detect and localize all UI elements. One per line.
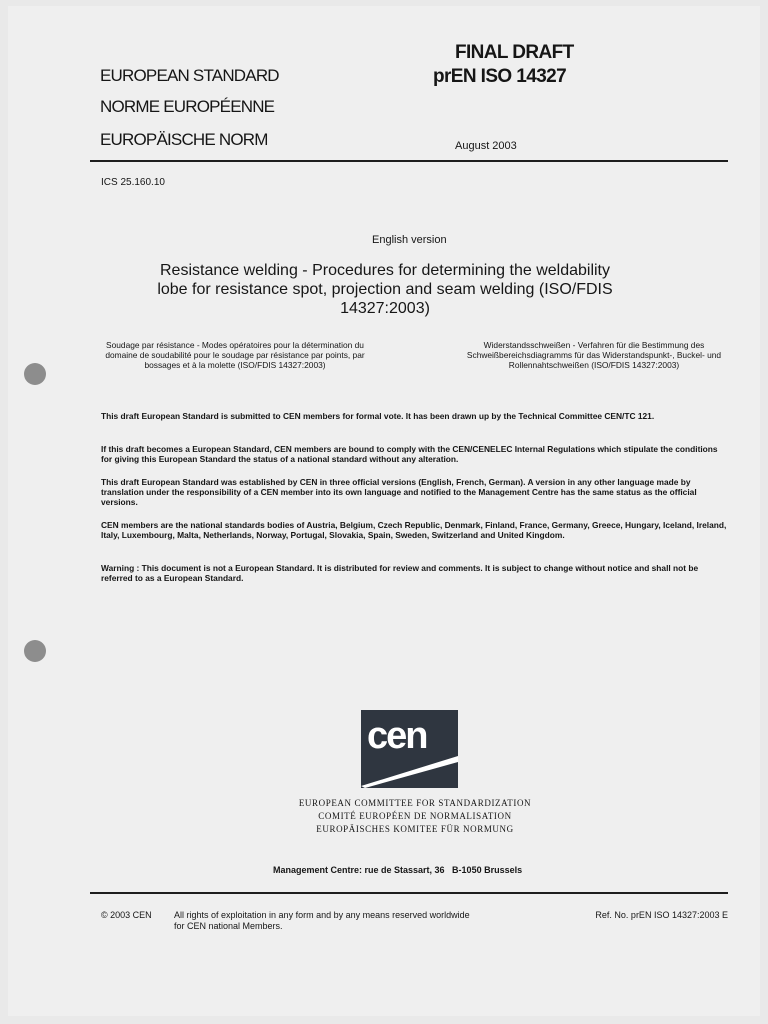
organization-de: EUROPÄISCHES KOMITEE FÜR NORMUNG [316,824,514,834]
document-date: August 2003 [455,140,517,152]
rights-statement: All rights of exploitation in any form and by any means reserved worldwide for CEN national Members. [174,910,470,931]
cen-logo-text: cen [367,715,427,757]
punch-hole-bottom [24,640,46,662]
version-label: English version [372,234,447,246]
paragraph-members: CEN members are the national standards bodies of Austria, Belgium, Czech Republic, Denmark, Finland, France, Germany, Greece, Hungary, Iceland, Ireland, Italy, Luxembourg, Malta, Netherlands, Norway, Portugal, Slovakia, Spain, Sweden, Switzerland and United Kingdom. [101,520,727,540]
document-title: Resistance welding - Procedures for determining the weldability lobe for resistance spot, projection and seam welding (ISO/FDIS 14327:2003) [157,262,613,317]
copyright: © 2003 CEN [101,910,152,920]
organization-en: EUROPEAN COMMITTEE FOR STANDARDIZATION [298,798,532,808]
standard-name-de: EUROPÄISCHE NORM [100,130,268,149]
draft-status: FINAL DRAFT [455,42,574,63]
document-reference: prEN ISO 14327 [433,66,567,87]
paragraph-versions: This draft European Standard was established by CEN in three official versions (English, French, German). A version in any other language made by translation under the responsibility of a CEN member into its own language and notified to the Management Centre has the same status as the official versions. [101,477,697,507]
footer-rule [90,892,728,894]
ics-code: ICS 25.160.10 [101,177,165,188]
standard-name-en: EUROPEAN STANDARD [100,66,279,85]
paragraph-vote: This draft European Standard is submitted to CEN members for formal vote. It has been drawn up by the Technical Committee CEN/TC 121. [101,411,655,421]
title-german: Widerstandsschweißen - Verfahren für die Bestimmung des Schweißbereichsdiagramms für das Widerstandspunkt-, Buckel- und Rollennahtschweißen (ISO/FDIS 14327:2003) [466,340,722,370]
cen-logo [361,710,458,788]
punch-hole-top [24,363,46,385]
cen-logo-swoosh-icon [361,710,458,788]
reference-number: Ref. No. prEN ISO 14327:2003 E [595,910,728,920]
paragraph-warning: Warning : This document is not a European Standard. It is distributed for review and comments. It is subject to change without notice and shall not be referred to as a European Standard. [101,563,699,583]
paragraph-regulations: If this draft becomes a European Standard, CEN members are bound to comply with the CEN/CENELEC Internal Regulations which stipulate the conditions for giving this European Standard the status of a national standard without any alteration. [101,444,718,464]
title-french: Soudage par résistance - Modes opératoires pour la détermination du domaine de soudabilité pour le soudage par résistance par points, par bossages et à la molette (ISO/FDIS 14327:2003) [105,340,365,370]
organization-fr: COMITÉ EUROPÉEN DE NORMALISATION [318,811,512,821]
header-rule [90,160,728,162]
standard-name-fr: NORME EUROPÉENNE [100,97,275,116]
management-centre: Management Centre: rue de Stassart, 36 B-1050 Brussels [273,865,523,875]
